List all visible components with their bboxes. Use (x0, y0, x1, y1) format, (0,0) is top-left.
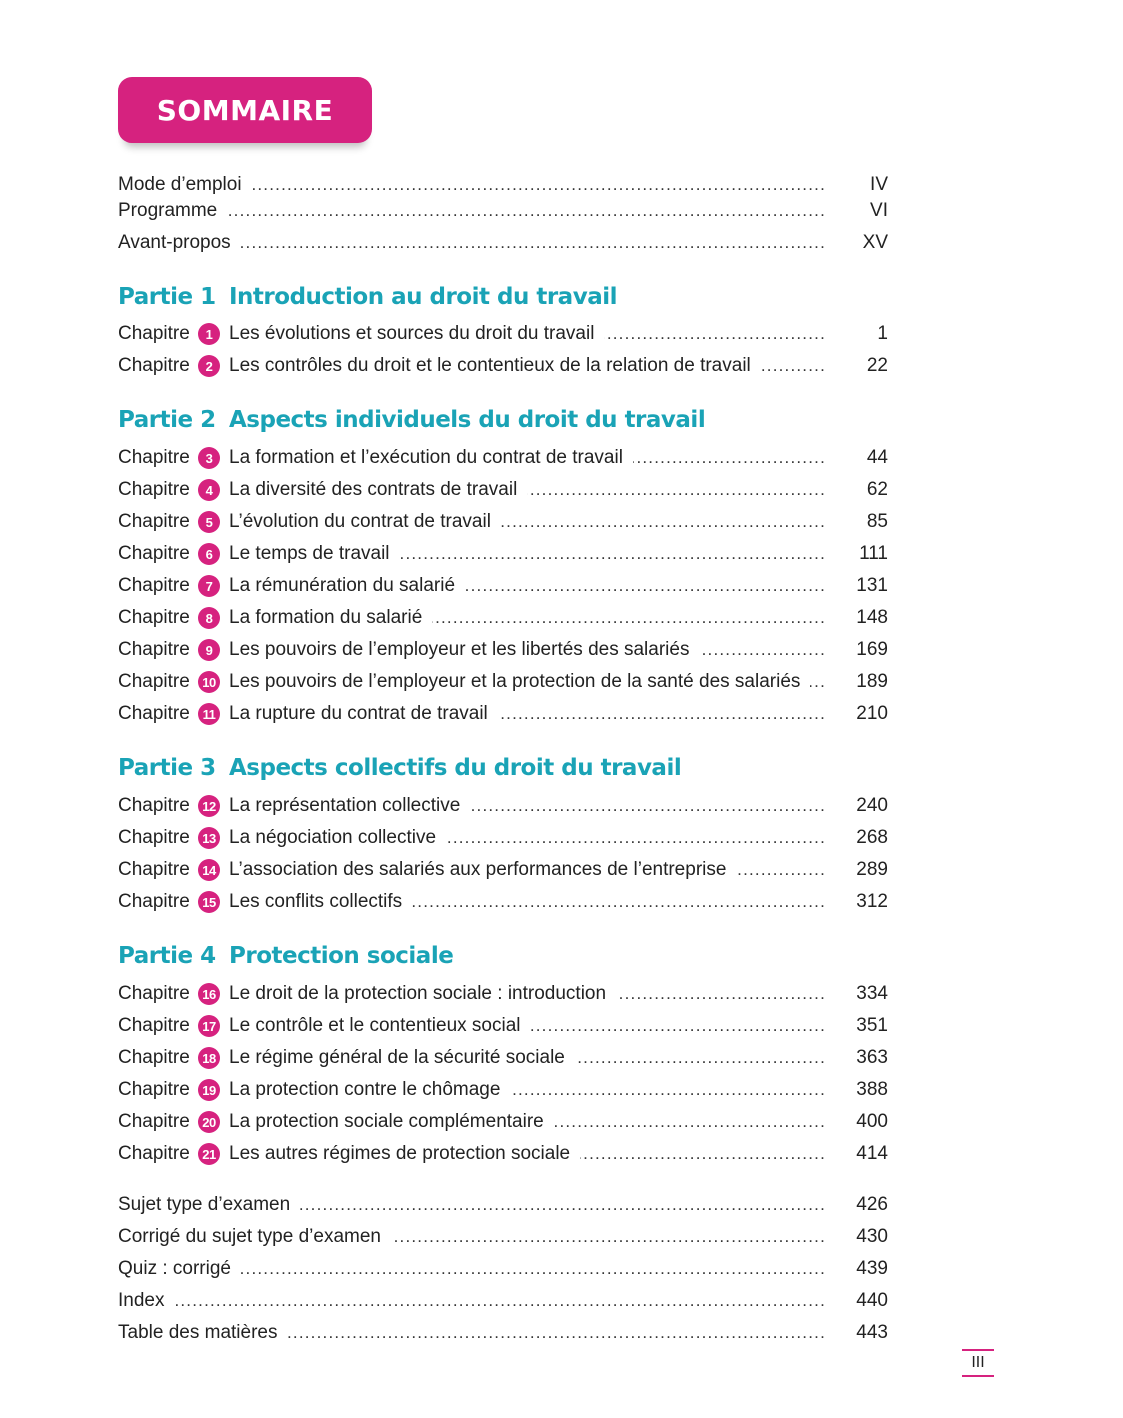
part-heading (118, 939, 453, 973)
chapter-page: 131 (856, 575, 888, 596)
toc-chapter-entry[interactable] (118, 667, 888, 697)
dot-leader (604, 319, 826, 349)
toc-chapter-entry[interactable] (118, 539, 888, 569)
chapter-page: 414 (856, 1143, 888, 1164)
toc-chapter-entry[interactable] (118, 979, 888, 1009)
dot-leader (241, 228, 826, 258)
chapter-word: Chapitre (118, 891, 190, 912)
page-number: III (962, 1349, 994, 1377)
dot-leader (810, 667, 826, 697)
dot-leader (510, 1075, 826, 1105)
toc-chapter-entry[interactable] (118, 507, 888, 537)
chapter-page: 400 (856, 1111, 888, 1132)
chapter-word: Chapitre (118, 1047, 190, 1068)
dot-leader (498, 699, 826, 729)
chapter-title: Les évolutions et sources du droit du travail (229, 323, 595, 344)
chapter-title: La formation du salarié (229, 607, 423, 628)
chapter-page: 44 (866, 447, 888, 468)
toc-chapter-entry[interactable] (118, 887, 888, 917)
dot-leader (633, 443, 826, 473)
chapter-number-badge: 6 (198, 543, 220, 565)
sommaire-heading-tab (118, 77, 372, 143)
chapter-page: 388 (856, 1079, 888, 1100)
part-title: Aspects individuels du droit du travail (229, 407, 706, 433)
part-title: Protection sociale (229, 943, 454, 969)
chapter-word: Chapitre (118, 543, 190, 564)
toc-entry-back[interactable] (118, 1254, 888, 1284)
toc-entry-page: VI (870, 200, 888, 221)
part-title: Aspects collectifs du droit du travail (229, 755, 682, 781)
chapter-title: Le temps de travail (229, 543, 390, 564)
chapter-page: 1 (877, 323, 888, 344)
dot-leader (527, 475, 826, 505)
chapter-page: 22 (866, 355, 888, 376)
chapter-number-badge: 19 (198, 1079, 220, 1101)
toc-chapter-entry[interactable] (118, 603, 888, 633)
chapter-word: Chapitre (118, 639, 190, 660)
chapter-number-badge: 8 (198, 607, 220, 629)
chapter-page: 334 (856, 983, 888, 1004)
toc-entry-label: Quiz : corrigé (118, 1258, 231, 1279)
chapter-page: 289 (856, 859, 888, 880)
toc-entry-page: 426 (856, 1194, 888, 1215)
chapter-number-badge: 16 (198, 983, 220, 1005)
chapter-word: Chapitre (118, 671, 190, 692)
toc-chapter-entry[interactable] (118, 571, 888, 601)
dot-leader (575, 1043, 826, 1073)
toc-chapter-entry[interactable] (118, 791, 888, 821)
toc-chapter-entry[interactable] (118, 1043, 888, 1073)
chapter-number-badge: 21 (198, 1143, 220, 1165)
dot-leader (287, 1318, 826, 1348)
chapter-number-badge: 5 (198, 511, 220, 533)
chapter-title: L’évolution du contrat de travail (229, 511, 491, 532)
chapter-number-badge: 9 (198, 639, 220, 661)
chapter-page: 312 (856, 891, 888, 912)
dot-leader (446, 823, 826, 853)
chapter-title: Le droit de la protection sociale : introduction (229, 983, 607, 1004)
chapter-title: La rupture du contrat de travail (229, 703, 488, 724)
dot-leader (761, 351, 826, 381)
chapter-page: 240 (856, 795, 888, 816)
chapter-word: Chapitre (118, 795, 190, 816)
chapter-page: 268 (856, 827, 888, 848)
chapter-title: La diversité des contrats de travail (229, 479, 518, 500)
chapter-number-badge: 13 (198, 827, 220, 849)
chapter-title: La formation et l’exécution du contrat de travail (229, 447, 623, 468)
chapter-title: Les autres régimes de protection sociale (229, 1143, 571, 1164)
chapter-page: 351 (856, 1015, 888, 1036)
chapter-title: La protection sociale complémentaire (229, 1111, 544, 1132)
dot-leader (470, 791, 826, 821)
dot-leader (174, 1286, 826, 1316)
chapter-title: La rémunération du salarié (229, 575, 456, 596)
chapter-word: Chapitre (118, 575, 190, 596)
chapter-number-badge: 20 (198, 1111, 220, 1133)
chapter-number-badge: 2 (198, 355, 220, 377)
chapter-title: Les pouvoirs de l’employeur et les libertés des salariés (229, 639, 690, 660)
part-heading (118, 403, 705, 437)
toc-entry-label: Index (118, 1290, 165, 1311)
toc-chapter-entry[interactable] (118, 699, 888, 729)
toc-chapter-entry[interactable] (118, 855, 888, 885)
chapter-title: L’association des salariés aux performances de l’entreprise (229, 859, 727, 880)
toc-chapter-entry[interactable] (118, 823, 888, 853)
dot-leader (465, 571, 826, 601)
dot-leader (580, 1139, 826, 1169)
part-number: Partie 4 (118, 943, 216, 969)
chapter-word: Chapitre (118, 323, 190, 344)
chapter-number-badge: 15 (198, 891, 220, 913)
chapter-title: Le contrôle et le contentieux social (229, 1015, 521, 1036)
chapter-number-badge: 11 (198, 703, 220, 725)
toc-entry-label: Corrigé du sujet type d’examen (118, 1226, 381, 1247)
toc-chapter-entry[interactable] (118, 319, 888, 349)
chapter-word: Chapitre (118, 447, 190, 468)
dot-leader (432, 603, 826, 633)
dot-leader (554, 1107, 826, 1137)
chapter-number-badge: 3 (198, 447, 220, 469)
part-title: Introduction au droit du travail (229, 284, 617, 310)
chapter-title: La négociation collective (229, 827, 437, 848)
toc-entry-label: Programme (118, 200, 218, 221)
toc-entry-back[interactable] (118, 1190, 888, 1220)
chapter-word: Chapitre (118, 511, 190, 532)
dot-leader (241, 1254, 826, 1284)
chapter-number-badge: 4 (198, 479, 220, 501)
dot-leader (412, 887, 826, 917)
chapter-page: 189 (856, 671, 888, 692)
chapter-title: Les conflits collectifs (229, 891, 403, 912)
chapter-page: 210 (856, 703, 888, 724)
chapter-title: Les contrôles du droit et le contentieux de la relation de travail (229, 355, 751, 376)
chapter-word: Chapitre (118, 827, 190, 848)
toc-entry-label: Avant-propos (118, 232, 231, 253)
chapter-word: Chapitre (118, 1015, 190, 1036)
page-title: SOMMAIRE (156, 93, 334, 127)
chapter-title: La protection contre le chômage (229, 1079, 501, 1100)
toc-entry-back[interactable] (118, 1286, 888, 1316)
chapter-number-badge: 17 (198, 1015, 220, 1037)
toc-chapter-entry[interactable] (118, 1107, 888, 1137)
dot-leader (616, 979, 826, 1009)
chapter-page: 111 (859, 543, 888, 564)
chapter-number-badge: 10 (198, 671, 220, 693)
chapter-word: Chapitre (118, 1111, 190, 1132)
chapter-word: Chapitre (118, 703, 190, 724)
part-number: Partie 3 (118, 755, 216, 781)
chapter-title: La représentation collective (229, 795, 461, 816)
chapter-word: Chapitre (118, 859, 190, 880)
part-heading (118, 751, 681, 785)
dot-leader (501, 507, 826, 537)
dot-leader (391, 1222, 826, 1252)
toc-chapter-entry[interactable] (118, 1139, 888, 1169)
toc-chapter-entry[interactable] (118, 443, 888, 473)
chapter-word: Chapitre (118, 479, 190, 500)
part-heading (118, 280, 617, 314)
chapter-page: 85 (866, 511, 888, 532)
toc-entry-front[interactable] (118, 196, 888, 226)
chapter-page: 363 (856, 1047, 888, 1068)
toc-entry-page: 443 (856, 1322, 888, 1343)
chapter-title: Les pouvoirs de l’employeur et la protection de la santé des salariés (229, 671, 801, 692)
chapter-word: Chapitre (118, 983, 190, 1004)
toc-entry-page: 440 (856, 1290, 888, 1311)
chapter-word: Chapitre (118, 1143, 190, 1164)
toc-entry-page: IV (870, 174, 888, 195)
toc-entry-label: Table des matières (118, 1322, 278, 1343)
chapter-page: 62 (866, 479, 888, 500)
toc-chapter-entry[interactable] (118, 475, 888, 505)
chapter-page: 169 (856, 639, 888, 660)
toc-entry-front[interactable] (118, 228, 888, 258)
chapter-number-badge: 14 (198, 859, 220, 881)
toc-entry-page: 439 (856, 1258, 888, 1279)
part-number: Partie 1 (118, 284, 216, 310)
dot-leader (400, 539, 826, 569)
part-number: Partie 2 (118, 407, 216, 433)
chapter-title: Le régime général de la sécurité sociale (229, 1047, 565, 1068)
chapter-number-badge: 18 (198, 1047, 220, 1069)
dot-leader (227, 196, 826, 226)
chapter-number-badge: 7 (198, 575, 220, 597)
dot-leader (736, 855, 826, 885)
toc-chapter-entry[interactable] (118, 635, 888, 665)
toc-entry-back[interactable] (118, 1318, 888, 1348)
toc-entry-label: Mode d’emploi (118, 174, 242, 195)
toc-entry-page: 430 (856, 1226, 888, 1247)
dot-leader (699, 635, 826, 665)
chapter-word: Chapitre (118, 355, 190, 376)
toc-entry-back[interactable] (118, 1222, 888, 1252)
toc-entry-label: Sujet type d’examen (118, 1194, 291, 1215)
dot-leader (531, 1011, 826, 1041)
chapter-word: Chapitre (118, 1079, 190, 1100)
chapter-word: Chapitre (118, 607, 190, 628)
toc-entry-page: XV (862, 232, 888, 253)
toc-chapter-entry[interactable] (118, 1075, 888, 1105)
chapter-number-badge: 12 (198, 795, 220, 817)
dot-leader (300, 1190, 826, 1220)
toc-chapter-entry[interactable] (118, 351, 888, 381)
chapter-number-badge: 1 (198, 323, 220, 345)
toc-chapter-entry[interactable] (118, 1011, 888, 1041)
chapter-page: 148 (856, 607, 888, 628)
